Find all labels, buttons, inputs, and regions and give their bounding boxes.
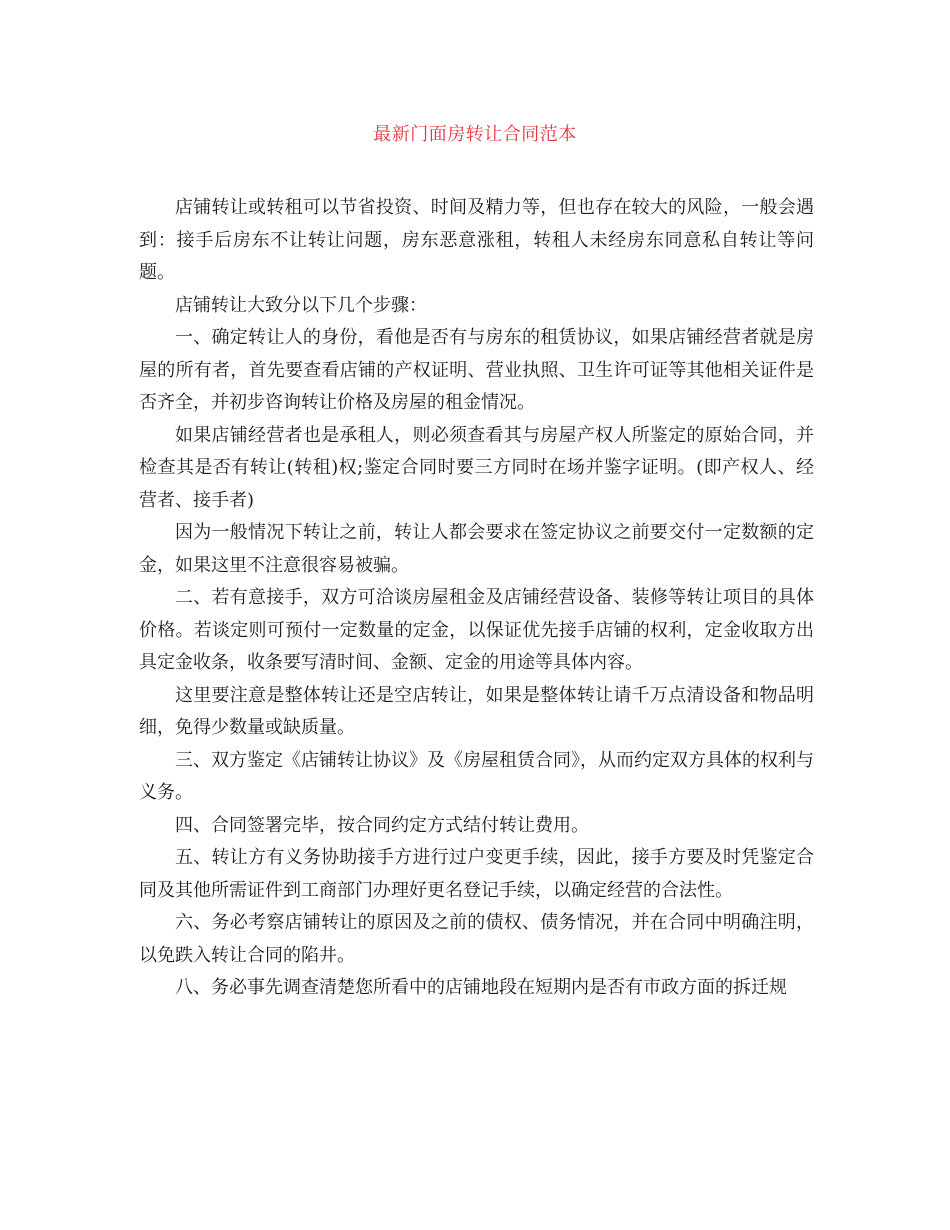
paragraph-step-3: 三、双方鉴定《店铺转让协议》及《房屋租赁合同》，从而约定双方具体的权利与义务。 xyxy=(139,749,814,803)
paragraph-step-2: 二、若有意接手，双方可洽谈房屋租金及店铺经营设备、装修等转让项目的具体价格。若谈定则可预付一定数量的定金，以保证优先接手店铺的权利，定金收取方出具定金收条，收条要写清时间、金额、定金的用途等具体内容。 xyxy=(139,587,814,673)
paragraph-step-4: 四、合同签署完毕，按合同约定方式结付转让费用。 xyxy=(175,814,589,836)
paragraph-step-8: 八、务必事先调查清楚您所看中的店铺地段在短期内是否有市政方面的拆迁规 xyxy=(175,977,787,998)
document-title: 最新门面房转让合同范本 xyxy=(373,124,577,145)
paragraph-intro: 店铺转让或转租可以节省投资、时间及精力等，但也存在较大的风险，一般会遇到：接手后房东不让转让问题，房东恶意涨租，转租人未经房东同意私自转让等问题。 xyxy=(139,197,814,283)
paragraph-deposit-warning: 因为一般情况下转让之前，转让人都会要求在签定协议之前要交付一定数额的定金，如果这里不注意很容易被骗。 xyxy=(139,522,814,576)
paragraph-step-5: 五、转让方有义务协助接手方进行过户变更手续，因此，接手方要及时凭鉴定合同及其他所需证件到工商部门办理好更名登记手续，以确定经营的合法性。 xyxy=(139,847,814,901)
document-body xyxy=(139,192,814,1005)
paragraph-step-1-note: 如果店铺经营者也是承租人，则必须查看其与房屋产权人所鉴定的原始合同，并检查其是否有转让(转租)权;鉴定合同时要三方同时在场并鉴字证明。(即产权人、经营者、接手者) xyxy=(139,424,814,511)
paragraph-step-1: 一、确定转让人的身份，看他是否有与房东的租赁协议，如果店铺经营者就是房屋的所有者，首先要查看店铺的产权证明、营业执照、卫生许可证等其他相关证件是否齐全，并初步咨询转让价格及房屋的租金情况。 xyxy=(139,327,814,413)
paragraph-step-2-note: 这里要注意是整体转让还是空店转让，如果是整体转让请千万点清设备和物品明细，免得少数量或缺质量。 xyxy=(139,684,814,738)
paragraph-step-6: 六、务必考察店铺转让的原因及之前的债权、债务情况，并在合同中明确注明，以免跌入转让合同的陷井。 xyxy=(139,912,814,966)
paragraph-steps-heading: 店铺转让大致分以下几个步骤： xyxy=(175,294,427,316)
